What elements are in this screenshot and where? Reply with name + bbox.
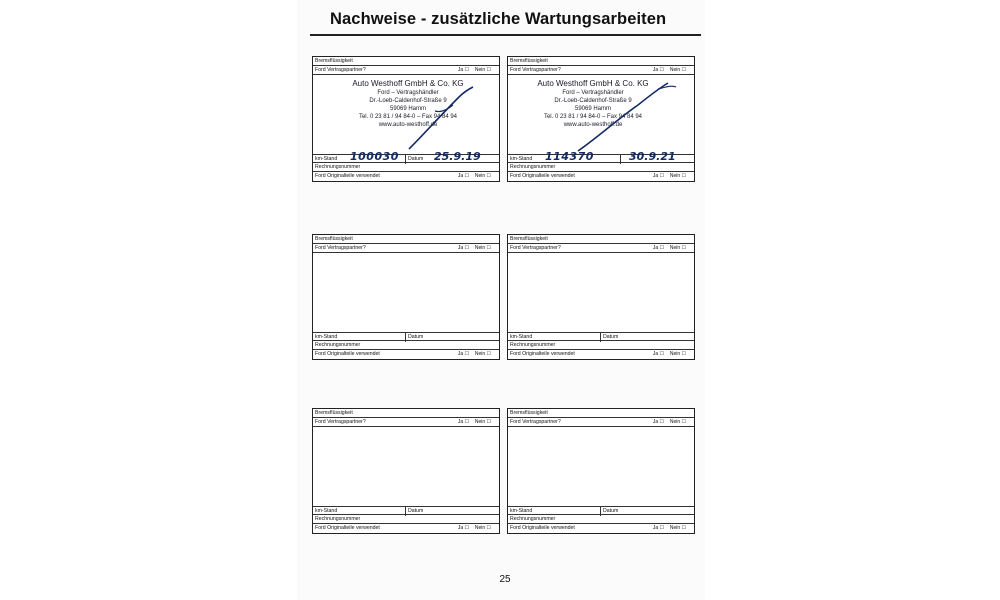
stamp-area[interactable] [508, 253, 694, 332]
partner-label: Ford Vertragspartner? [315, 67, 366, 73]
stamp-line: Dr.-Loeb-Caldenhof-Straße 9 [369, 98, 447, 104]
partner-row [508, 418, 694, 427]
service-record-card-6 [507, 408, 695, 534]
date-label: Datum [408, 508, 424, 514]
stamp-dealer-name: Auto Westhoff GmbH & Co. KG [537, 79, 649, 88]
stamp-line: www.auto-westhoff.de [563, 122, 623, 128]
brake-fluid-row [313, 235, 499, 244]
partner-label: Ford Vertragspartner? [510, 67, 561, 73]
original-parts-row [508, 524, 694, 534]
original-parts-label: Ford Originalteile verwendet [315, 173, 380, 179]
brake-fluid-row [508, 409, 694, 418]
service-record-card-3 [312, 234, 500, 360]
invoice-row [313, 163, 499, 172]
km-row [313, 506, 499, 515]
original-parts-label: Ford Originalteile verwendet [315, 525, 380, 531]
date-value: 25.9.19 [434, 150, 481, 163]
brake-fluid-label: Bremsflüssigkeit [510, 236, 548, 242]
partner-label: Ford Vertragspartner? [315, 419, 366, 425]
brake-fluid-row [313, 409, 499, 418]
service-record-card-1 [312, 56, 500, 182]
partner-no-checkbox[interactable]: Nein ☐ [669, 67, 686, 73]
original-parts-row [313, 172, 499, 182]
invoice-label: Rechnungsnummer [315, 516, 361, 522]
date-label: Datum [603, 508, 619, 514]
brake-fluid-label: Bremsflüssigkeit [315, 58, 353, 64]
invoice-row [313, 515, 499, 524]
brake-fluid-row [313, 57, 499, 66]
original-parts-yes-checkbox[interactable]: Ja ☐ [457, 173, 469, 179]
original-parts-no-checkbox[interactable]: Nein ☐ [669, 525, 686, 531]
original-parts-label: Ford Originalteile verwendet [315, 351, 380, 357]
original-parts-label: Ford Originalteile verwendet [510, 351, 575, 357]
brake-fluid-label: Bremsflüssigkeit [315, 236, 353, 242]
invoice-label: Rechnungsnummer [315, 342, 361, 348]
service-record-card-4 [507, 234, 695, 360]
invoice-label: Rechnungsnummer [510, 516, 556, 522]
date-label: Datum [408, 156, 424, 162]
brake-fluid-label: Bremsflüssigkeit [510, 410, 548, 416]
original-parts-label: Ford Originalteile verwendet [510, 525, 575, 531]
partner-no-checkbox[interactable]: Nein ☐ [669, 245, 686, 251]
original-parts-row [313, 524, 499, 534]
invoice-label: Rechnungsnummer [510, 164, 556, 170]
original-parts-row [313, 350, 499, 360]
invoice-row [508, 515, 694, 524]
dealer-stamp [343, 79, 473, 129]
partner-row [508, 66, 694, 75]
stamp-line: Ford – Vertragshändler [377, 90, 439, 96]
date-label: Datum [603, 334, 619, 340]
service-record-card-5 [312, 408, 500, 534]
original-parts-no-checkbox[interactable]: Nein ☐ [474, 525, 491, 531]
partner-yes-checkbox[interactable]: Ja ☐ [457, 245, 469, 251]
km-row [508, 506, 694, 515]
partner-row [313, 244, 499, 253]
partner-row [508, 244, 694, 253]
original-parts-no-checkbox[interactable]: Nein ☐ [474, 351, 491, 357]
km-row [313, 332, 499, 341]
partner-no-checkbox[interactable]: Nein ☐ [474, 67, 491, 73]
original-parts-yes-checkbox[interactable]: Ja ☐ [652, 525, 664, 531]
stamp-line: Ford – Vertragshändler [562, 90, 624, 96]
km-row [508, 332, 694, 341]
partner-label: Ford Vertragspartner? [510, 245, 561, 251]
invoice-row [313, 341, 499, 350]
brake-fluid-row [508, 235, 694, 244]
stamp-line: 59069 Hamm [574, 106, 612, 112]
km-value: 114370 [545, 150, 594, 163]
brake-fluid-row [508, 57, 694, 66]
stamp-area [508, 75, 694, 154]
service-record-card-2 [507, 56, 695, 182]
brake-fluid-label: Bremsflüssigkeit [315, 410, 353, 416]
partner-no-checkbox[interactable]: Nein ☐ [474, 245, 491, 251]
original-parts-no-checkbox[interactable]: Nein ☐ [669, 351, 686, 357]
date-value: 30.9.21 [629, 150, 676, 163]
km-label: km-Stand [315, 334, 338, 340]
km-label: km-Stand [510, 508, 533, 514]
invoice-label: Rechnungsnummer [315, 164, 361, 170]
stamp-dealer-name: Auto Westhoff GmbH & Co. KG [352, 79, 464, 88]
brake-fluid-label: Bremsflüssigkeit [510, 58, 548, 64]
km-label: km-Stand [510, 334, 533, 340]
invoice-label: Rechnungsnummer [510, 342, 556, 348]
original-parts-yes-checkbox[interactable]: Ja ☐ [457, 351, 469, 357]
original-parts-yes-checkbox[interactable]: Ja ☐ [457, 525, 469, 531]
page-number: 25 [499, 574, 511, 585]
km-label: km-Stand [315, 508, 338, 514]
partner-label: Ford Vertragspartner? [510, 419, 561, 425]
partner-row [313, 418, 499, 427]
stamp-line: Dr.-Loeb-Caldenhof-Straße 9 [554, 98, 632, 104]
km-label: km-Stand [315, 156, 338, 162]
original-parts-no-checkbox[interactable]: Nein ☐ [669, 173, 686, 179]
invoice-row [508, 341, 694, 350]
stamp-area [313, 75, 499, 154]
original-parts-no-checkbox[interactable]: Nein ☐ [474, 173, 491, 179]
partner-row [313, 66, 499, 75]
partner-yes-checkbox[interactable]: Ja ☐ [652, 419, 664, 425]
stamp-line: Tel. 0 23 81 / 94 84-0 – Fax 94 84 94 [543, 114, 643, 120]
km-row [313, 150, 499, 163]
partner-yes-checkbox[interactable]: Ja ☐ [457, 419, 469, 425]
original-parts-row [508, 350, 694, 360]
stamp-line: www.auto-westhoff.de [378, 122, 438, 128]
km-row [508, 150, 694, 163]
stamp-area[interactable] [313, 427, 499, 506]
original-parts-yes-checkbox[interactable]: Ja ☐ [652, 173, 664, 179]
partner-yes-checkbox[interactable]: Ja ☐ [652, 245, 664, 251]
stamp-line: Tel. 0 23 81 / 94 84-0 – Fax 94 84 94 [358, 114, 458, 120]
stamp-area[interactable] [313, 253, 499, 332]
invoice-row [508, 163, 694, 172]
original-parts-row [508, 172, 694, 182]
partner-yes-checkbox[interactable]: Ja ☐ [652, 67, 664, 73]
km-label: km-Stand [510, 156, 533, 162]
partner-yes-checkbox[interactable]: Ja ☐ [457, 67, 469, 73]
dealer-stamp [528, 79, 658, 129]
date-label: Datum [408, 334, 424, 340]
page-title: Nachweise - zusätzliche Wartungsarbeiten [330, 10, 667, 28]
original-parts-yes-checkbox[interactable]: Ja ☐ [652, 351, 664, 357]
stamp-area[interactable] [508, 427, 694, 506]
partner-no-checkbox[interactable]: Nein ☐ [669, 419, 686, 425]
original-parts-label: Ford Originalteile verwendet [510, 173, 575, 179]
title-rule [310, 34, 701, 36]
partner-no-checkbox[interactable]: Nein ☐ [474, 419, 491, 425]
km-value: 100030 [350, 150, 399, 163]
stamp-line: 59069 Hamm [389, 106, 427, 112]
partner-label: Ford Vertragspartner? [315, 245, 366, 251]
